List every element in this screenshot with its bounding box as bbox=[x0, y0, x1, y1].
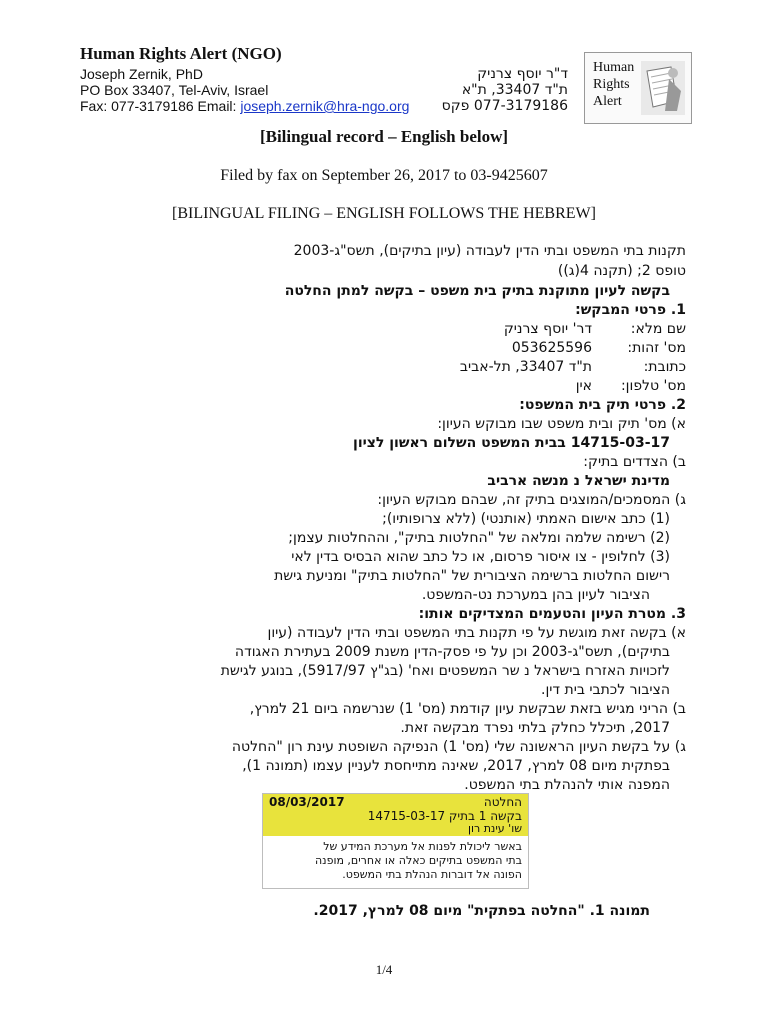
case-number-value: 14715-03-17 בבית המשפט השלום ראשון לציון bbox=[353, 435, 670, 451]
document-item: (2) רשימה שלמה ומלאה של "החלטות בתיק", וההחלטות עצמן; bbox=[288, 530, 670, 546]
figure-note-image bbox=[262, 793, 529, 889]
logo-line: Alert bbox=[593, 94, 622, 109]
case-number-label: א) מס' תיק ובית משפט שבו מבוקש העיון: bbox=[437, 416, 686, 432]
paragraph-line: ג) על בקשת העיון הראשונה שלי (מס' 1) הנפיקה השופטת עינת רון "החלטה bbox=[231, 739, 686, 755]
figure-date: 08/03/2017 bbox=[269, 795, 345, 809]
paragraph-line: 2017, תיכלל כחלק בלתי נפרד מבקשה זאת. bbox=[400, 720, 670, 736]
request-title: בקשה לעיון מתוקנת בתיק בית משפט – בקשה למתן החלטה bbox=[284, 283, 670, 299]
bilingual-filing-note: [BILINGUAL FILING – ENGLISH FOLLOWS THE HEBREW] bbox=[172, 205, 596, 222]
field-value: אין bbox=[575, 378, 592, 394]
figure-judge: שו' עינת רון bbox=[468, 822, 522, 835]
parties-label: ב) הצדדים בתיק: bbox=[583, 454, 686, 470]
document-item: (1) כתב אישום האמתי (אותנטי) (ללא צרופותיו); bbox=[382, 511, 670, 527]
logo-line: Human bbox=[593, 60, 635, 75]
section-1-heading: 1. פרטי המבקש: bbox=[575, 302, 686, 318]
field-value: דר' יוסף צרניק bbox=[503, 321, 592, 337]
paragraph-line: ב) הריני מגיש בזאת שבקשת עיון קודמת (מס' 1) שנרשמה ביום 21 למרץ, bbox=[249, 701, 686, 717]
figure-note-line: בתי המשפט בתיקים כאלה או אחרים, מופנה bbox=[315, 854, 522, 867]
parties-value: מדינת ישראל נ מנשה ארביב bbox=[487, 473, 670, 489]
figure-caption: תמונה 1. "החלטה בפתקית" מיום 08 למרץ, 2017. bbox=[313, 903, 650, 919]
field-label: מס' זהות: bbox=[627, 340, 686, 356]
paragraph-line: בתיקים), תשס"ג-2003 וכן על פי פסק-הדין משנת 2009 בעתירת האגודה bbox=[234, 644, 670, 660]
email-link[interactable]: joseph.zernik@hra-ngo.org bbox=[240, 98, 410, 114]
documents-label: ג) המסמכים/המוצגים בתיק זה, שבהם מבוקש העיון: bbox=[377, 492, 686, 508]
figure-label: החלטה bbox=[483, 795, 522, 809]
logo-figure-icon bbox=[641, 61, 685, 115]
figure-note-line: הפונה אל דוברות הנהלת בתי המשפט. bbox=[342, 868, 522, 881]
document-item: הציבור לעיון בהן במערכת נט-המשפט. bbox=[421, 587, 650, 603]
paragraph-line: א) בקשה זאת מוגשת על פי תקנות בתי המשפט ובתי הדין לעבודה (עיון bbox=[267, 625, 686, 641]
field-value: 053625596 bbox=[511, 340, 592, 356]
section-3-heading: 3. מטרת העיון והטעמים המצדיקים אותו: bbox=[418, 606, 686, 622]
field-label: מס' טלפון: bbox=[620, 378, 686, 394]
org-title: Human Rights Alert (NGO) bbox=[80, 44, 282, 63]
fax-email-label: Fax: 077-3179186 Email: bbox=[80, 98, 237, 114]
logo-line: Rights bbox=[593, 77, 630, 92]
filing-note: Filed by fax on September 26, 2017 to 03-9425607 bbox=[220, 167, 548, 184]
field-label: כתובת: bbox=[643, 359, 686, 375]
form-line: טופס 2; (תקנה 4(ג)) bbox=[557, 263, 686, 279]
document-item: רישום החלטות ברשימה הציבורית של "החלטות בתיק" ומניעת גישת bbox=[274, 568, 670, 584]
address-hebrew: ת"ד 33407, ת"א bbox=[461, 82, 568, 98]
author-name-hebrew: ד"ר יוסף צרניק bbox=[477, 66, 568, 82]
field-label: שם מלא: bbox=[630, 321, 686, 337]
field-value: ת"ד 33407, תל-אביב bbox=[459, 359, 592, 375]
document-item: (3) לחלופין - צו איסור פרסום, או כל כתב שהוא הבסיס בדין לאי bbox=[291, 549, 670, 565]
bilingual-record-note: [Bilingual record – English below] bbox=[259, 127, 509, 146]
org-logo bbox=[584, 52, 692, 124]
address: PO Box 33407, Tel-Aviv, Israel bbox=[80, 82, 269, 98]
paragraph-line: לזכויות האזרח בישראל נ שר המשפטים ואח' (בג"ץ 5917/97), בנוגע לגישת bbox=[220, 663, 670, 679]
figure-note-line: באשר ליכולת לפנות אל מערכת המידע של bbox=[323, 840, 522, 853]
paragraph-line: המפנה אותי להנהלת בתי המשפט. bbox=[464, 777, 670, 793]
contact-line bbox=[80, 98, 409, 114]
paragraph-line: הציבור לכתבי בית דין. bbox=[541, 682, 670, 698]
fax-hebrew: 077-3179186 פקס bbox=[441, 98, 568, 114]
logo-text bbox=[593, 59, 634, 110]
figure-request-line: בקשה 1 בתיק 14715-03-17 bbox=[367, 809, 522, 823]
regulation-line: תקנות בתי המשפט ובתי הדין לעבודה (עיון בתיקים), תשס"ג-2003 bbox=[293, 243, 686, 259]
section-2-heading: 2. פרטי תיק בית המשפט: bbox=[519, 397, 686, 413]
page-number: 1/4 bbox=[375, 962, 393, 977]
author-name: Joseph Zernik, PhD bbox=[80, 66, 203, 82]
paragraph-line: בפתקית מיום 08 למרץ, 2017, שאינה מתייחסת לעניין עצמו (תמונה 1), bbox=[242, 758, 670, 774]
